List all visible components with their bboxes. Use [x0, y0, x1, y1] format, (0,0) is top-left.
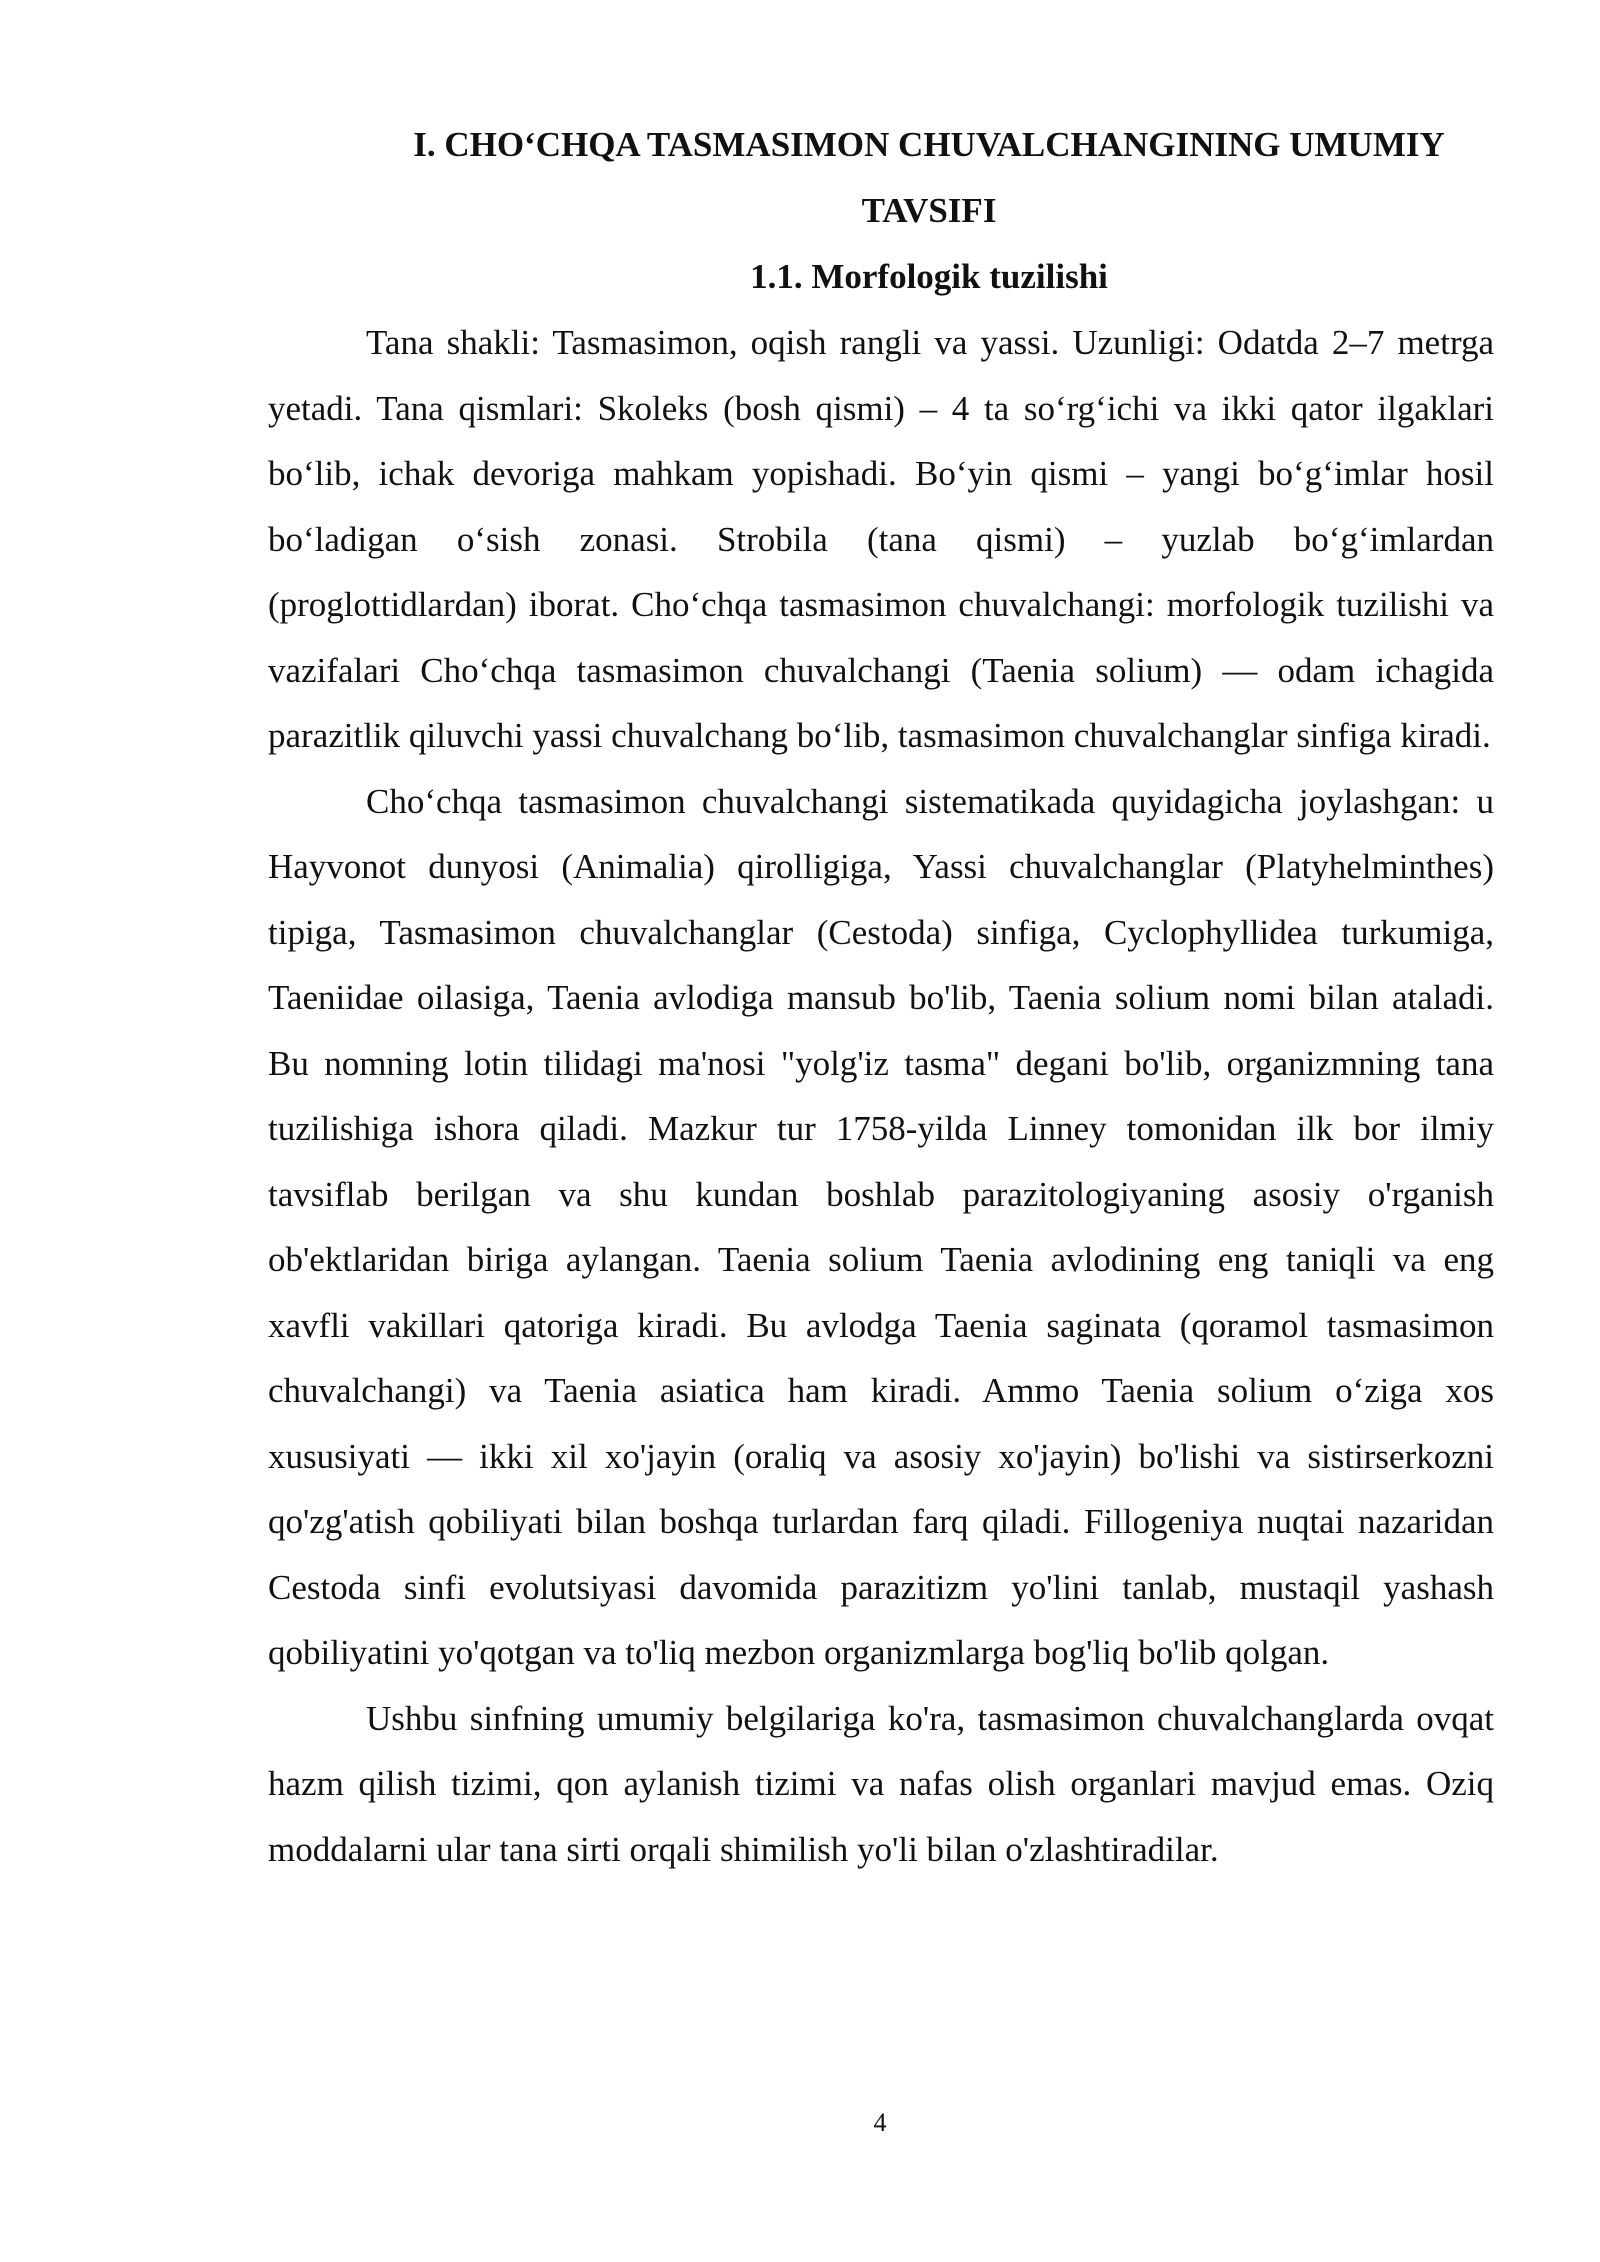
- page-content: [268, 112, 1494, 1882]
- page-number: 4: [873, 2108, 887, 2137]
- section-title: 1.1. Morfologik tuzilishi: [750, 257, 1108, 296]
- paragraph-systematics: Cho‘chqa tasmasimon chuvalchangi sistematikada quyidagicha joylashgan: u Hayvonot dunyosi (Animalia) qirolligiga, Yassi chuvalchanglar (Platyhelminthes) tipiga, Tasmasimon chuvalchanglar (Cestoda) sinfiga, Cyclophyllidea turkumiga, Taeniidae oilasiga, Taenia avlodiga mansub bo'lib, Taenia solium nomi bilan ataladi. Bu nomning lotin tilidagi ma'nosi "yolg'iz tasma" degani bo'lib, organizmning tana tuzilishiga ishora qiladi. Mazkur tur 1758-yilda Linney tomonidan ilk bor ilmiy tavsiflab berilgan va shu kundan boshlab parazitologiyaning asosiy o'rganish ob'ektlaridan biriga aylangan. Taenia solium Taenia avlodining eng taniqli va eng xavfli vakillari qatoriga kiradi. Bu avlodga Taenia saginata (qoramol tasmasimon chuvalchangi) va Taenia asiatica ham kiradi. Ammo Taenia solium o‘ziga xos xususiyati — ikki xil xo'jayin (oraliq va asosiy xo'jayin) bo'lishi va sistirserkozni qo'zg'atish qobiliyati bilan boshqa turlardan farq qiladi. Fillogeniya nuqtai nazaridan Cestoda sinfi evolutsiyasi davomida parazitizm yo'lini tanlab, mustaqil yashash qobiliyatini yo'qotgan va to'liq mezbon organizmlarga bog'liq bo'lib qolgan.: [268, 781, 1494, 1672]
- paragraph-general-features: Ushbu sinfning umumiy belgilariga ko'ra, tasmasimon chuvalchanglarda ovqat hazm qilish tizimi, qon aylanish tizimi va nafas olish organlari mavjud emas. Oziq moddalarni ular tana sirti orqali shimilish yo'li bilan o'zlashtiradilar.: [268, 1698, 1494, 1869]
- chapter-title: I. CHO‘CHQA TASMASIMON CHUVALCHANGINING UMUMIY TAVSIFI: [413, 125, 1445, 230]
- paragraph-morphology: Tana shakli: Tasmasimon, oqish rangli va yassi. Uzunligi: Odatda 2–7 metrga yetadi. Tana qismlari: Skoleks (bosh qismi) – 4 ta so‘rg‘ichi va ikki qator ilgaklari bo‘lib, ichak devoriga mahkam yopishadi. Bo‘yin qismi – yangi bo‘g‘imlar hosil bo‘ladigan o‘sish zonasi. Strobila (tana qismi) – yuzlab bo‘g‘imlardan (proglottidlardan) iborat. Cho‘chqa tasmasimon chuvalchangi: morfologik tuzilishi va vazifalari Cho‘chqa tasmasimon chuvalchangi (Taenia solium) — odam ichagida parazitlik qiluvchi yassi chuvalchang bo‘lib, tasmasimon chuvalchanglar sinfiga kiradi.: [268, 323, 1494, 755]
